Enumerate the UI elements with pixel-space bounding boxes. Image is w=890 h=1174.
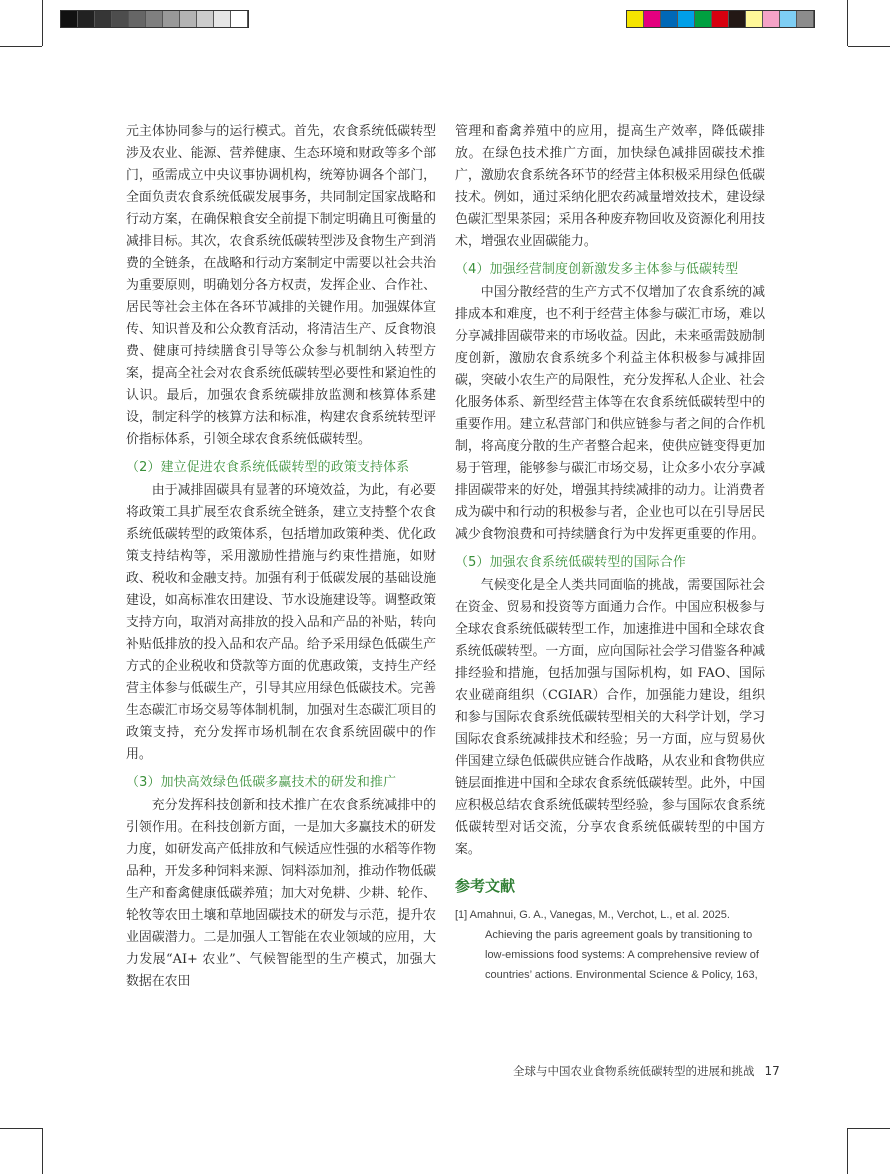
gray-swatch-3	[95, 11, 112, 27]
color-swatch-4	[678, 11, 695, 27]
gray-swatch-6	[146, 11, 163, 27]
gray-swatch-5	[129, 11, 146, 27]
left-paragraph-3: 充分发挥科技创新和技术推广在农食系统减排中的引领作用。在科技创新方面，一是加大多赢技术的研发力度，如研发高产低排放和气候适应性强的水稻等作物品种，开发多种饲料来源、饲料添加剂，推动作物低碳生产和畜禽健康低碳养殖；加大对免耕、少耕、轮作、轮牧等农田土壤和草地固碳技术的研发与示范，提升农业固碳潜力。二是加强人工智能在农业领域的应用，大力发展“AI+ 农业”、气候智能型的生产模式，加强大数据在农田	[126, 798, 436, 989]
references-title: 参考文献	[455, 877, 516, 895]
section-heading-5: （5）加强农食系统低碳转型的国际合作	[455, 555, 686, 570]
crop-mark-top-right-v	[847, 0, 848, 46]
gray-swatch-10	[214, 11, 231, 27]
color-registration-bar	[626, 10, 815, 28]
color-swatch-6	[712, 11, 729, 27]
crop-mark-top-right-h	[848, 46, 890, 47]
crop-mark-top-left-h	[0, 46, 42, 47]
right-paragraph-5: 气候变化是全人类共同面临的挑战，需要国际社会在资金、贸易和投资等方面通力合作。中国应积极参与全球农食系统低碳转型工作，加速推进中国和全球农食系统低碳转型。一方面，应向国际社会学习借鉴各种减排经验和措施，包括加强与国际机构，如 FAO、国际农业磋商组织（CGIAR）合作，加强能力建设，组织和参与国际农食系统低碳转型相关的大科学计划，学习国际农食系统减排技术和经验；另一方面，应与贸易伙伴国建立绿色低碳供应链合作战略，从农业和食物供应链层面推进中国和全球农食系统低碳转型。此外，中国应积极总结农食系统低碳转型经验，参与国际农食系统低碳转型对话交流，分享农食系统低碳转型的中国方案。	[455, 578, 765, 857]
crop-mark-bottom-left-v	[42, 1128, 43, 1174]
crop-mark-bottom-right-h	[848, 1128, 890, 1129]
page-footer	[513, 1063, 780, 1079]
gray-swatch-11	[231, 11, 248, 27]
section-heading-4: （4）加强经营制度创新激发多主体参与低碳转型	[455, 262, 739, 277]
right-paragraph-4: 中国分散经营的生产方式不仅增加了农食系统的减排成本和难度，也不利于经营主体参与碳汇市场，难以分享减排固碳带来的市场收益。因此，未来亟需鼓励制度创新，激励农食系统多个利益主体积极参与减排固碳，突破小农生产的局限性，充分发挥私人企业、社会化服务体系、新型经营主体等在农食系统低碳转型中的重要作用。建立私营部门和供应链参与者之间的合作机制，将高度分散的生产者整合起来，使供应链变得更加易于管理，能够参与碳汇市场交易，让众多小农分享减排固碳带来的好处，增强其持续减排的动力。让消费者成为碳中和行动的积极参与者，企业也可以在引导居民减少食物浪费和可持续膳食行为中发挥更重要的作用。	[455, 285, 765, 542]
crop-mark-bottom-left-h	[0, 1128, 42, 1129]
section-heading-3: （3）加快高效绿色低碳多赢技术的研发和推广	[126, 775, 397, 790]
color-swatch-5	[695, 11, 712, 27]
gray-swatch-9	[197, 11, 214, 27]
gray-swatch-1	[61, 11, 78, 27]
left-paragraph-1: 元主体协同参与的运行模式。首先，农食系统低碳转型涉及农业、能源、营养健康、生态环境和财政等多个部门，亟需成立中央议事协调机构，统筹协调各个部门，全面负责农食系统低碳发展事务，共同制定国家战略和行动方案，在确保粮食安全前提下制定明确且可衡量的减排目标。其次，农食系统低碳转型涉及食物生产到消费的全链条，在战略和行动方案制定中需要以社会共治为重要原则，明确划分各方权责，发挥企业、合作社、居民等社会主体在各环节减排的关键作用。加强媒体宣传、知识普及和公众教育活动，将清洁生产、反食物浪费、健康可持续膳食引导等公众参与机制纳入转型方案，提高全社会对农食系统低碳转型必要性和紧迫性的认识。最后，加强农食系统碳排放监测和核算体系建设，制定科学的核算方法和标准，构建农食系统转型评价指标体系，引领全球农食系统低碳转型。	[126, 124, 436, 447]
page-number: 17	[764, 1064, 780, 1078]
color-swatch-8	[746, 11, 763, 27]
color-swatch-1	[627, 11, 644, 27]
crop-mark-bottom-right-v	[847, 1128, 848, 1174]
gray-swatch-8	[180, 11, 197, 27]
color-swatch-2	[644, 11, 661, 27]
gray-swatch-2	[78, 11, 95, 27]
color-swatch-3	[661, 11, 678, 27]
color-swatch-7	[729, 11, 746, 27]
gray-swatch-4	[112, 11, 129, 27]
right-column	[455, 121, 765, 985]
reference-item: [1] Amahnui, G. A., Vanegas, M., Verchot, L., et al. 2025. Achieving the paris agreement goals by transitioning to low-emissions food systems: A comprehensive review of countries’ actions. Environmental Science & Policy, 163,	[455, 909, 759, 981]
color-swatch-10	[780, 11, 797, 27]
gray-swatch-7	[163, 11, 180, 27]
running-title: 全球与中国农业食物系统低碳转型的进展和挑战	[513, 1064, 755, 1078]
color-swatch-11	[797, 11, 814, 27]
left-paragraph-2: 由于减排固碳具有显著的环境效益，为此，有必要将政策工具扩展至农食系统全链条，建立支持整个农食系统低碳转型的政策体系，包括增加政策种类、优化政策支持结构等，采用激励性措施与约束性措施，如财政、税收和金融支持。加强有利于低碳发展的基础设施建设，如高标准农田建设、节水设施建设等。调整政策支持方向，取消对高排放的投入品和产品的补贴，转向补贴低排放的投入品和农产品。给予采用绿色低碳生产方式的企业税收和贷款等方面的优惠政策，支持生产经营主体参与低碳生产，引导其应用绿色低碳技术。完善生态碳汇市场交易等体制机制，加强对生态碳汇项目的政策支持，充分发挥市场机制在农食系统固碳中的作用。	[126, 483, 436, 762]
color-swatch-9	[763, 11, 780, 27]
right-paragraph-1: 管理和畜禽养殖中的应用，提高生产效率，降低碳排放。在绿色技术推广方面，加快绿色减排固碳技术推广，激励农食系统各环节的经营主体积极采用绿色低碳技术。例如，通过采纳化肥农药减量增效技术，建设绿色碳汇型果茶园；采用各种废弃物回收及资源化利用技术，增强农业固碳能力。	[455, 124, 765, 249]
section-heading-2: （2）建立促进农食系统低碳转型的政策支持体系	[126, 460, 410, 475]
crop-mark-top-left-v	[42, 0, 43, 46]
grayscale-registration-bar	[60, 10, 249, 28]
left-column	[126, 121, 436, 993]
